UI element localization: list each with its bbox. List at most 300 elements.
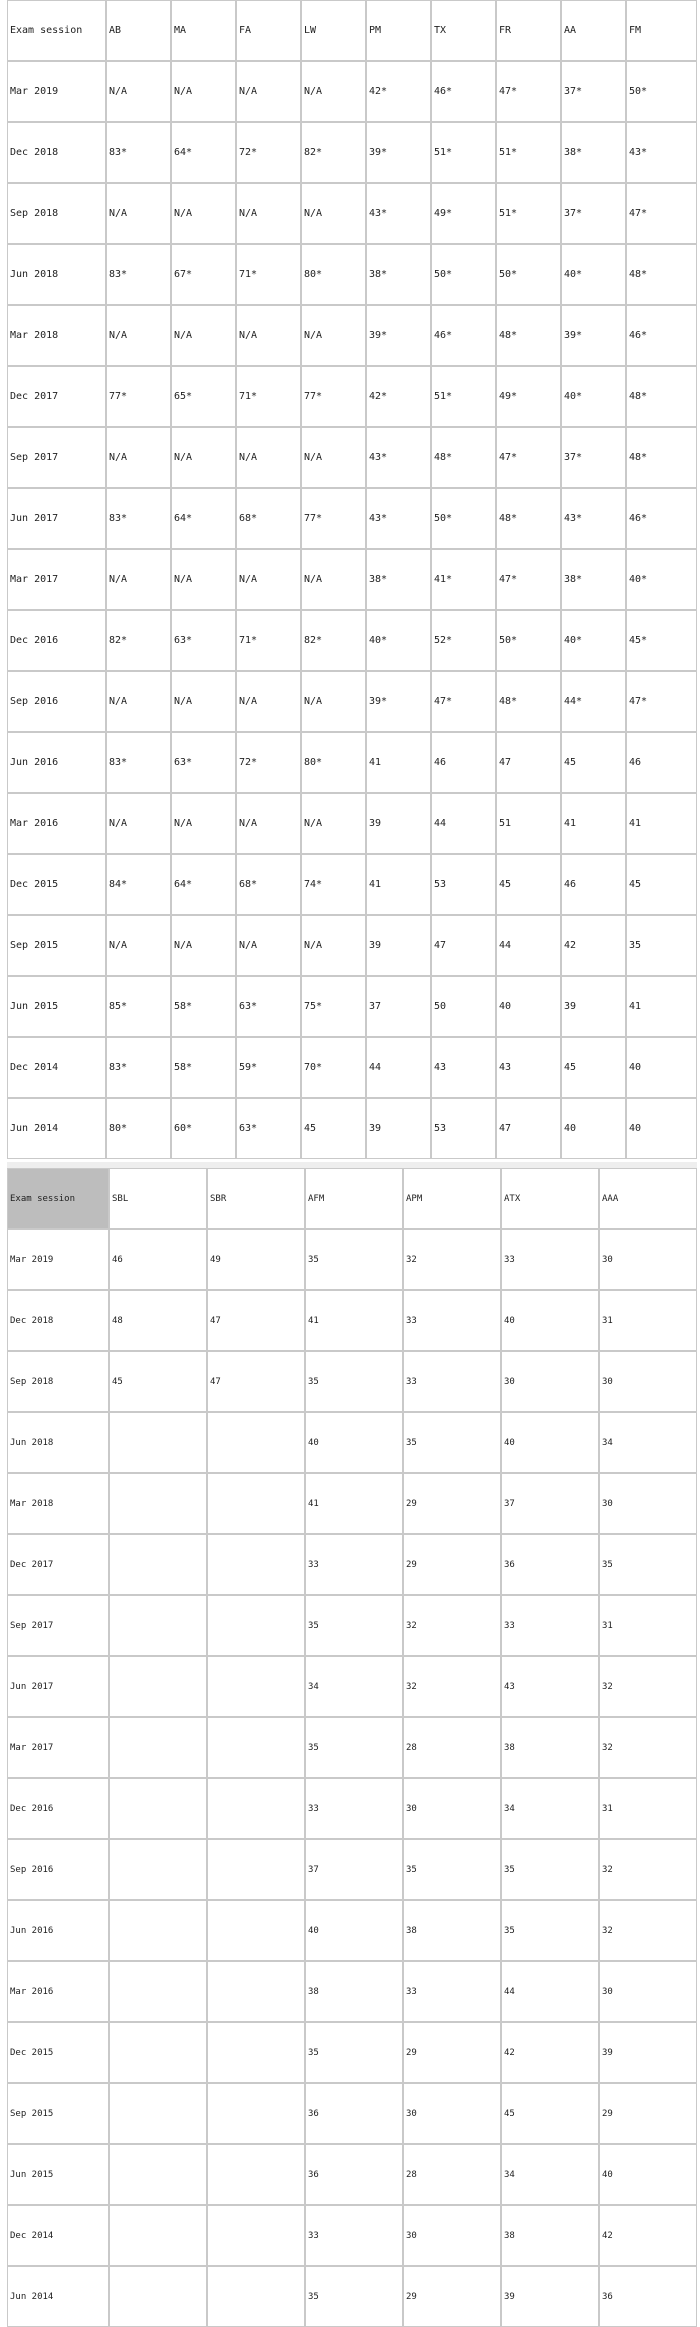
rate-cell: N/A [171, 549, 236, 610]
rate-cell [109, 1595, 207, 1656]
rate-cell: N/A [236, 305, 301, 366]
rate-cell: 50* [496, 244, 561, 305]
rate-cell: 43* [366, 183, 431, 244]
table-row [7, 1290, 697, 1351]
rate-cell: 41 [305, 1290, 403, 1351]
table-row [7, 976, 697, 1037]
session-cell: Dec 2015 [7, 2022, 109, 2083]
rate-cell [207, 1717, 305, 1778]
rate-cell: 35 [501, 1839, 599, 1900]
rate-cell: 39 [599, 2022, 697, 2083]
table-row [7, 2083, 697, 2144]
header-cell-atx: ATX [501, 1168, 599, 1229]
rate-cell [109, 2022, 207, 2083]
rate-cell: 39* [366, 122, 431, 183]
rate-cell: N/A [106, 305, 171, 366]
rate-cell: 41 [626, 976, 697, 1037]
rate-cell: 37 [366, 976, 431, 1037]
rate-cell: 48* [496, 671, 561, 732]
session-cell: Sep 2018 [7, 183, 106, 244]
rate-cell: 35 [305, 2266, 403, 2327]
header-cell-afm: AFM [305, 1168, 403, 1229]
table-row [7, 732, 697, 793]
rate-cell [207, 1839, 305, 1900]
rate-cell: 82* [301, 610, 366, 671]
rate-cell: 39 [366, 1098, 431, 1159]
table-row [7, 2266, 697, 2327]
session-cell: Dec 2014 [7, 2205, 109, 2266]
rate-cell [109, 1473, 207, 1534]
rate-cell: 41 [366, 854, 431, 915]
rate-cell: 42* [366, 366, 431, 427]
rate-cell: 49 [207, 1229, 305, 1290]
session-cell: Sep 2016 [7, 1839, 109, 1900]
table-row [7, 854, 697, 915]
table-row [7, 1351, 697, 1412]
table-row [7, 1900, 697, 1961]
rate-cell [109, 1717, 207, 1778]
rate-cell: 64* [171, 122, 236, 183]
rate-cell: 64* [171, 488, 236, 549]
rate-cell: 30 [599, 1229, 697, 1290]
rate-cell: 83* [106, 1037, 171, 1098]
rate-cell [207, 1656, 305, 1717]
rate-cell: 32 [599, 1839, 697, 1900]
rate-cell: N/A [106, 793, 171, 854]
header-row [7, 1168, 697, 1229]
rate-cell: 29 [403, 1473, 501, 1534]
rate-cell: 48* [626, 244, 697, 305]
rate-cell: 80* [301, 244, 366, 305]
rate-cell: N/A [171, 183, 236, 244]
rate-cell: 50 [431, 976, 496, 1037]
rate-cell [207, 2083, 305, 2144]
rate-cell: 47* [496, 549, 561, 610]
table-row [7, 1229, 697, 1290]
rate-cell: 45 [496, 854, 561, 915]
table-row [7, 915, 697, 976]
rate-cell [109, 1412, 207, 1473]
rate-cell: 41 [305, 1473, 403, 1534]
rate-cell: 72* [236, 732, 301, 793]
session-cell: Sep 2015 [7, 2083, 109, 2144]
session-cell: Mar 2016 [7, 1961, 109, 2022]
header-cell-tx: TX [431, 0, 496, 61]
rate-cell: 84* [106, 854, 171, 915]
rate-cell: 42* [366, 61, 431, 122]
rate-cell: 32 [403, 1595, 501, 1656]
rate-cell: 42 [501, 2022, 599, 2083]
table-row [7, 2022, 697, 2083]
rate-cell: 50* [626, 61, 697, 122]
session-cell: Jun 2018 [7, 1412, 109, 1473]
table-row [7, 1098, 697, 1159]
rate-cell: N/A [301, 793, 366, 854]
rate-cell: 31 [599, 1290, 697, 1351]
rate-cell [109, 2083, 207, 2144]
session-cell: Mar 2017 [7, 549, 106, 610]
rate-cell [207, 2022, 305, 2083]
table-row [7, 1839, 697, 1900]
rate-cell: 38* [561, 549, 626, 610]
rate-cell: 40* [561, 610, 626, 671]
header-cell-fa: FA [236, 0, 301, 61]
session-cell: Mar 2019 [7, 1229, 109, 1290]
rate-cell: 50* [431, 488, 496, 549]
rate-cell: 29 [403, 1534, 501, 1595]
session-cell: Sep 2015 [7, 915, 106, 976]
rate-cell: 53 [431, 1098, 496, 1159]
rate-cell: 39 [561, 976, 626, 1037]
rate-cell: 63* [171, 610, 236, 671]
rate-cell: N/A [236, 915, 301, 976]
rate-cell: 47* [496, 61, 561, 122]
rate-cell: 32 [599, 1656, 697, 1717]
rate-cell: 30 [403, 2205, 501, 2266]
rate-cell: N/A [301, 183, 366, 244]
rate-cell: N/A [171, 427, 236, 488]
rate-cell: 46* [626, 488, 697, 549]
session-cell: Sep 2017 [7, 1595, 109, 1656]
rate-cell: 39 [366, 793, 431, 854]
table-row [7, 366, 697, 427]
rate-cell: 39* [366, 671, 431, 732]
table-row [7, 2205, 697, 2266]
rate-cell: 43* [366, 427, 431, 488]
rate-cell: 32 [599, 1900, 697, 1961]
rate-cell: 30 [599, 1351, 697, 1412]
rate-cell: 47* [431, 671, 496, 732]
session-cell: Sep 2016 [7, 671, 106, 732]
rate-cell: 48* [496, 305, 561, 366]
rate-cell: 35 [626, 915, 697, 976]
rate-cell: 30 [403, 1778, 501, 1839]
table-row [7, 549, 697, 610]
rate-cell: 32 [403, 1229, 501, 1290]
table-row [7, 488, 697, 549]
table-row [7, 1717, 697, 1778]
rate-cell: 38 [501, 2205, 599, 2266]
rate-cell [207, 1473, 305, 1534]
rate-cell: 45 [301, 1098, 366, 1159]
rate-cell: 77* [106, 366, 171, 427]
rate-cell [207, 1534, 305, 1595]
rate-cell: 34 [501, 2144, 599, 2205]
rate-cell: 42 [599, 2205, 697, 2266]
rate-cell: N/A [236, 671, 301, 732]
rate-cell: 71* [236, 244, 301, 305]
rate-cell: 33 [305, 1778, 403, 1839]
rate-cell [109, 2144, 207, 2205]
session-cell: Mar 2016 [7, 793, 106, 854]
rate-cell: 49* [496, 366, 561, 427]
table-row [7, 1037, 697, 1098]
rate-cell: 45 [561, 732, 626, 793]
rate-cell: 46 [431, 732, 496, 793]
rate-cell: 46* [431, 305, 496, 366]
session-cell: Jun 2017 [7, 1656, 109, 1717]
rate-cell: 53 [431, 854, 496, 915]
session-cell: Jun 2016 [7, 1900, 109, 1961]
session-cell: Dec 2016 [7, 610, 106, 671]
rate-cell: 83* [106, 732, 171, 793]
table-row [7, 1656, 697, 1717]
rate-cell: 71* [236, 366, 301, 427]
rate-cell: 52* [431, 610, 496, 671]
rate-cell: 29 [403, 2022, 501, 2083]
rate-cell: N/A [301, 305, 366, 366]
rate-cell: 51* [431, 366, 496, 427]
table-row [7, 1778, 697, 1839]
rate-cell: 65* [171, 366, 236, 427]
rate-cell: N/A [301, 671, 366, 732]
rate-cell: 45 [109, 1351, 207, 1412]
rate-cell [207, 2144, 305, 2205]
rate-cell: 43 [501, 1656, 599, 1717]
rate-cell: 47 [207, 1290, 305, 1351]
rate-cell: 31 [599, 1778, 697, 1839]
session-cell: Mar 2018 [7, 305, 106, 366]
session-cell: Dec 2018 [7, 1290, 109, 1351]
rate-cell: 40 [599, 2144, 697, 2205]
rate-cell: 35 [501, 1900, 599, 1961]
session-cell: Sep 2017 [7, 427, 106, 488]
rate-cell: 39* [561, 305, 626, 366]
rate-cell: 83* [106, 244, 171, 305]
rate-cell: 32 [403, 1656, 501, 1717]
rate-cell: 48* [431, 427, 496, 488]
rate-cell: 33 [501, 1595, 599, 1656]
rate-cell: 45 [561, 1037, 626, 1098]
rate-cell: 44 [496, 915, 561, 976]
rate-cell [207, 1595, 305, 1656]
rate-cell [207, 1900, 305, 1961]
session-cell: Mar 2019 [7, 61, 106, 122]
header-cell-aa: AA [561, 0, 626, 61]
rate-cell: 40* [561, 366, 626, 427]
rate-cell: 33 [305, 1534, 403, 1595]
rate-cell: 40 [626, 1037, 697, 1098]
rate-cell: 40 [501, 1412, 599, 1473]
rate-cell: N/A [171, 61, 236, 122]
table-row [7, 122, 697, 183]
rate-cell: 41 [561, 793, 626, 854]
table-row [7, 671, 697, 732]
rate-cell: 64* [171, 854, 236, 915]
rate-cell: 43* [561, 488, 626, 549]
rate-cell [109, 1839, 207, 1900]
rate-cell: 43* [366, 488, 431, 549]
rate-cell: 46* [431, 61, 496, 122]
session-cell: Jun 2014 [7, 2266, 109, 2327]
rate-cell: 58* [171, 976, 236, 1037]
rate-cell: N/A [106, 671, 171, 732]
table-row [7, 305, 697, 366]
rate-cell: 33 [305, 2205, 403, 2266]
rate-cell: 39 [501, 2266, 599, 2327]
table-row [7, 427, 697, 488]
rate-cell: 37 [501, 1473, 599, 1534]
session-cell: Dec 2014 [7, 1037, 106, 1098]
rate-cell: 39 [366, 915, 431, 976]
rate-cell: 40 [561, 1098, 626, 1159]
table-row [7, 1961, 697, 2022]
rate-cell: 75* [301, 976, 366, 1037]
rate-cell: N/A [301, 427, 366, 488]
rate-cell: 48* [626, 366, 697, 427]
header-cell-ma: MA [171, 0, 236, 61]
rate-cell: N/A [106, 427, 171, 488]
table-row [7, 2144, 697, 2205]
session-cell: Dec 2015 [7, 854, 106, 915]
rate-cell: 49* [431, 183, 496, 244]
rate-cell: 46 [561, 854, 626, 915]
table-row [7, 61, 697, 122]
rate-cell: 36 [501, 1534, 599, 1595]
session-cell: Sep 2018 [7, 1351, 109, 1412]
rate-cell: 38 [403, 1900, 501, 1961]
rate-cell: 32 [599, 1717, 697, 1778]
rate-cell: 47* [496, 427, 561, 488]
rate-cell: 38* [366, 549, 431, 610]
rate-cell: 46 [109, 1229, 207, 1290]
rate-cell: N/A [171, 305, 236, 366]
rate-cell: 74* [301, 854, 366, 915]
rate-cell [207, 2205, 305, 2266]
header-cell-pm: PM [366, 0, 431, 61]
rate-cell: 33 [403, 1290, 501, 1351]
rate-cell: 80* [106, 1098, 171, 1159]
table-row [7, 183, 697, 244]
rate-cell: 36 [305, 2083, 403, 2144]
header-cell-fr: FR [496, 0, 561, 61]
rate-cell: 82* [106, 610, 171, 671]
rate-cell: 72* [236, 122, 301, 183]
rate-cell: 58* [171, 1037, 236, 1098]
rate-cell: 85* [106, 976, 171, 1037]
header-cell-fm: FM [626, 0, 697, 61]
rate-cell: 47 [431, 915, 496, 976]
rate-cell: 35 [305, 1351, 403, 1412]
rate-cell: 51* [496, 122, 561, 183]
rate-cell: 39* [366, 305, 431, 366]
rate-cell: 67* [171, 244, 236, 305]
rate-cell: 42 [561, 915, 626, 976]
rate-cell [109, 1778, 207, 1839]
table-row [7, 793, 697, 854]
rate-cell: 37* [561, 61, 626, 122]
rate-cell [109, 2205, 207, 2266]
rate-cell: 47 [496, 732, 561, 793]
rate-cell: 33 [501, 1229, 599, 1290]
rate-cell: 40* [366, 610, 431, 671]
rate-cell: 50* [431, 244, 496, 305]
rate-cell: 63* [236, 1098, 301, 1159]
rate-cell: N/A [301, 61, 366, 122]
session-cell: Jun 2015 [7, 976, 106, 1037]
rate-cell: 36 [305, 2144, 403, 2205]
rate-cell: 30 [599, 1473, 697, 1534]
pass-rate-table-papers [7, 0, 697, 1159]
session-cell: Jun 2014 [7, 1098, 106, 1159]
rate-cell [207, 1961, 305, 2022]
rate-cell: 37 [305, 1839, 403, 1900]
rate-cell [109, 1900, 207, 1961]
rate-cell: N/A [236, 183, 301, 244]
rate-cell: 29 [403, 2266, 501, 2327]
table-row [7, 1412, 697, 1473]
session-cell: Jun 2016 [7, 732, 106, 793]
rate-cell: 71* [236, 610, 301, 671]
session-cell: Jun 2018 [7, 244, 106, 305]
rate-cell: 35 [305, 2022, 403, 2083]
rate-cell: 68* [236, 854, 301, 915]
session-cell: Mar 2017 [7, 1717, 109, 1778]
rate-cell: 35 [305, 1717, 403, 1778]
rate-cell: 40 [626, 1098, 697, 1159]
rate-cell: 63* [236, 976, 301, 1037]
rate-cell: 31 [599, 1595, 697, 1656]
rate-cell: N/A [106, 549, 171, 610]
rate-cell: 46* [626, 305, 697, 366]
table-row [7, 1595, 697, 1656]
rate-cell: N/A [236, 793, 301, 854]
rate-cell: 63* [171, 732, 236, 793]
rate-cell: 30 [501, 1351, 599, 1412]
rate-cell: 83* [106, 488, 171, 549]
rate-cell: 35 [599, 1534, 697, 1595]
rate-cell: N/A [106, 183, 171, 244]
rate-cell: 50* [496, 610, 561, 671]
session-cell: Jun 2017 [7, 488, 106, 549]
rate-cell: 46 [626, 732, 697, 793]
rate-cell: 34 [305, 1656, 403, 1717]
rate-cell [207, 1412, 305, 1473]
session-cell: Dec 2017 [7, 366, 106, 427]
rate-cell: 51* [431, 122, 496, 183]
rate-cell: 34 [501, 1778, 599, 1839]
rate-cell [109, 2266, 207, 2327]
rate-cell: 38* [366, 244, 431, 305]
rate-cell: 83* [106, 122, 171, 183]
rate-cell: 70* [301, 1037, 366, 1098]
rate-cell: 40* [626, 549, 697, 610]
rate-cell: 60* [171, 1098, 236, 1159]
session-cell: Jun 2015 [7, 2144, 109, 2205]
rate-cell: 38* [561, 122, 626, 183]
rate-cell: N/A [236, 427, 301, 488]
header-cell-sbl: SBL [109, 1168, 207, 1229]
rate-cell: N/A [106, 61, 171, 122]
rate-cell: 82* [301, 122, 366, 183]
session-cell: Dec 2016 [7, 1778, 109, 1839]
rate-cell: 36 [599, 2266, 697, 2327]
rate-cell: 48* [496, 488, 561, 549]
rate-cell: 44 [501, 1961, 599, 2022]
header-cell-apm: APM [403, 1168, 501, 1229]
rate-cell: 35 [403, 1412, 501, 1473]
rate-cell: 29 [599, 2083, 697, 2144]
rate-cell: 44* [561, 671, 626, 732]
rate-cell: 80* [301, 732, 366, 793]
rate-cell: N/A [171, 671, 236, 732]
table-row [7, 1473, 697, 1534]
header-cell-sbr: SBR [207, 1168, 305, 1229]
rate-cell: 43 [431, 1037, 496, 1098]
rate-cell: 51* [496, 183, 561, 244]
rate-cell: 30 [403, 2083, 501, 2144]
rate-cell: 33 [403, 1961, 501, 2022]
